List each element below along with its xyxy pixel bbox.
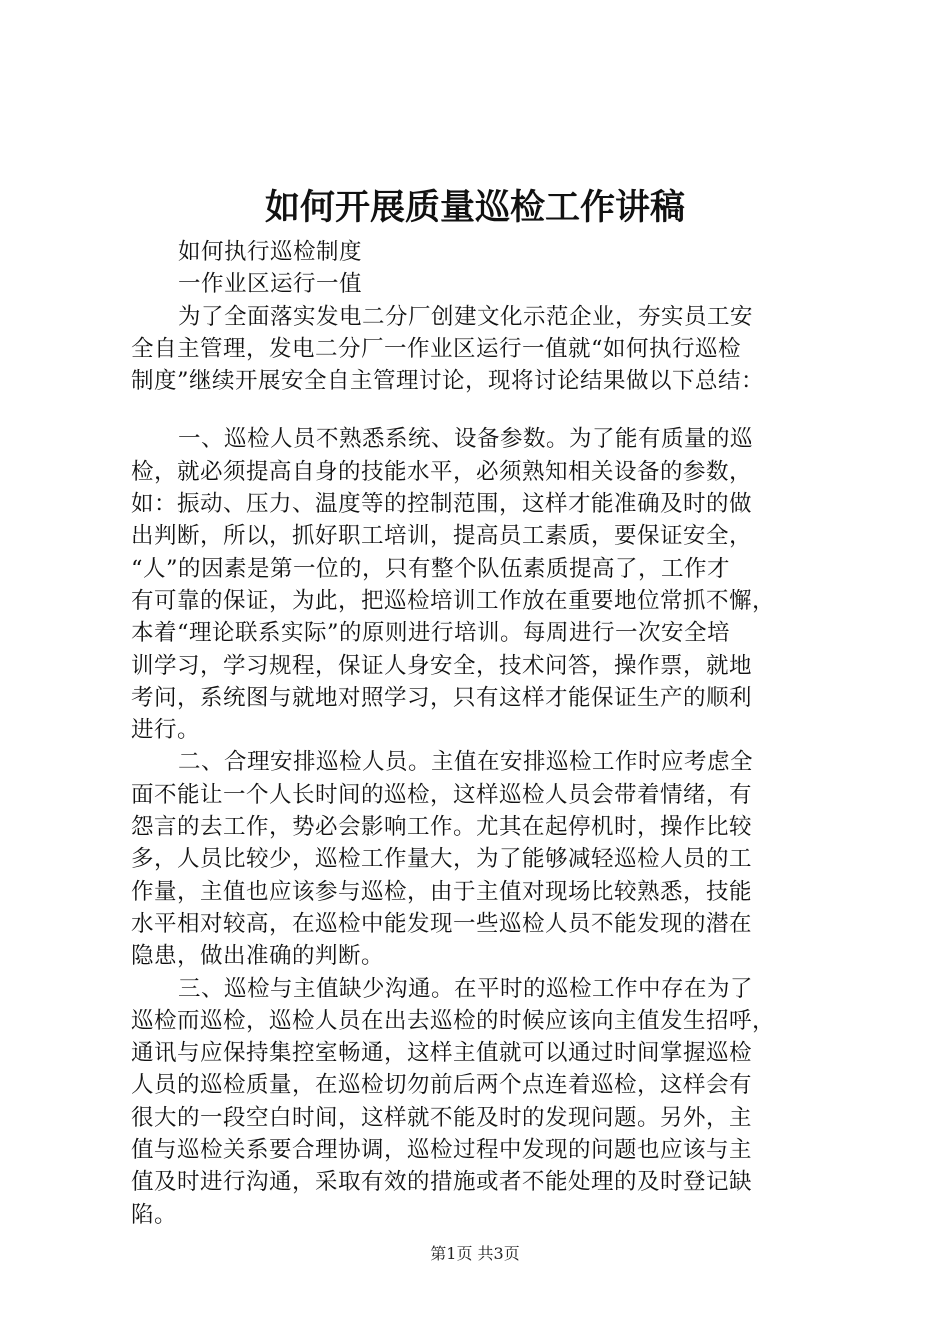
intro-paragraph [131, 301, 831, 398]
text-line: 巡检而巡检，巡检人员在出去巡检的时候应该向主值发生招呼， [131, 1007, 776, 1034]
text-line: 通讯与应保持集控室畅通，这样主值就可以通过时间掌握巡检 [131, 1040, 753, 1067]
text-line: 检，就必须提高自身的技能水平，必须熟知相关设备的参数， [131, 458, 753, 485]
text-line: 值及时进行沟通，采取有效的措施或者不能处理的及时登记缺 [131, 1169, 753, 1196]
text-line: 进行。 [131, 717, 201, 744]
heading-line: 一作业区运行一值 [178, 271, 363, 298]
text-line: 隐患，做出准确的判断。 [131, 943, 385, 970]
text-line: 如：振动、压力、温度等的控制范围，这样才能准确及时的做 [131, 491, 753, 518]
text-line: 出判断，所以，抓好职工培训，提高员工素质，要保证安全， [131, 523, 753, 550]
text-line: 怨言的去工作，势必会影响工作。尤其在起停机时，操作比较 [131, 814, 753, 841]
paragraph-gap [131, 397, 831, 423]
text-line: 二、合理安排巡检人员。主值在安排巡检工作时应考虑全 [178, 749, 754, 776]
text-line: 为了全面落实发电二分厂创建文化示范企业，夯实员工安 [178, 303, 754, 330]
section-2-paragraph [131, 746, 831, 972]
text-line: 考问，系统图与就地对照学习，只有这样才能保证生产的顺利 [131, 684, 753, 711]
text-line: 作量，主值也应该参与巡检，由于主值对现场比较熟悉，技能 [131, 878, 753, 905]
section-3-paragraph [131, 973, 831, 1231]
section-1-paragraph [131, 423, 831, 746]
text-line: 面不能让一个人长时间的巡检，这样巡检人员会带着情绪，有 [131, 781, 753, 808]
text-line: 水平相对较高，在巡检中能发现一些巡检人员不能发现的潜在 [131, 910, 753, 937]
text-line: 人员的巡检质量，在巡检切勿前后两个点连着巡检，这样会有 [131, 1072, 753, 1099]
document-title: 如何开展质量巡检工作讲稿 [264, 187, 685, 228]
text-line: 制度”继续开展安全自主管理讨论，现将讨论结果做以下总结： [131, 368, 765, 395]
text-line: 值与巡检关系要合理协调，巡检过程中发现的问题也应该与主 [131, 1137, 753, 1164]
text-line: “人”的因素是第一位的，只有整个队伍素质提高了，工作才 [131, 555, 731, 582]
text-line: 一、巡检人员不熟悉系统、设备参数。为了能有质量的巡 [178, 426, 754, 453]
document-body [131, 236, 831, 1231]
heading-line: 如何执行巡检制度 [178, 239, 363, 265]
text-line: 陷。 [131, 1201, 178, 1228]
text-line: 本着“理论联系实际”的原则进行培训。每周进行一次安全培 [131, 620, 731, 647]
text-line: 全自主管理，发电二分厂一作业区运行一值就“如何执行巡检 [131, 335, 742, 362]
text-line: 训学习，学习规程，保证人身安全，技术问答，操作票，就地 [131, 652, 753, 679]
text-line: 很大的一段空白时间，这样就不能及时的发现问题。另外，主 [131, 1104, 753, 1131]
page-footer: 第1页 共3页 [430, 1244, 520, 1263]
text-line: 多，人员比较少，巡检工作量大，为了能够减轻巡检人员的工 [131, 846, 753, 873]
text-line: 有可靠的保证，为此，把巡检培训工作放在重要地位常抓不懈， [131, 587, 776, 614]
text-line: 三、巡检与主值缺少沟通。在平时的巡检工作中存在为了 [178, 975, 754, 1002]
